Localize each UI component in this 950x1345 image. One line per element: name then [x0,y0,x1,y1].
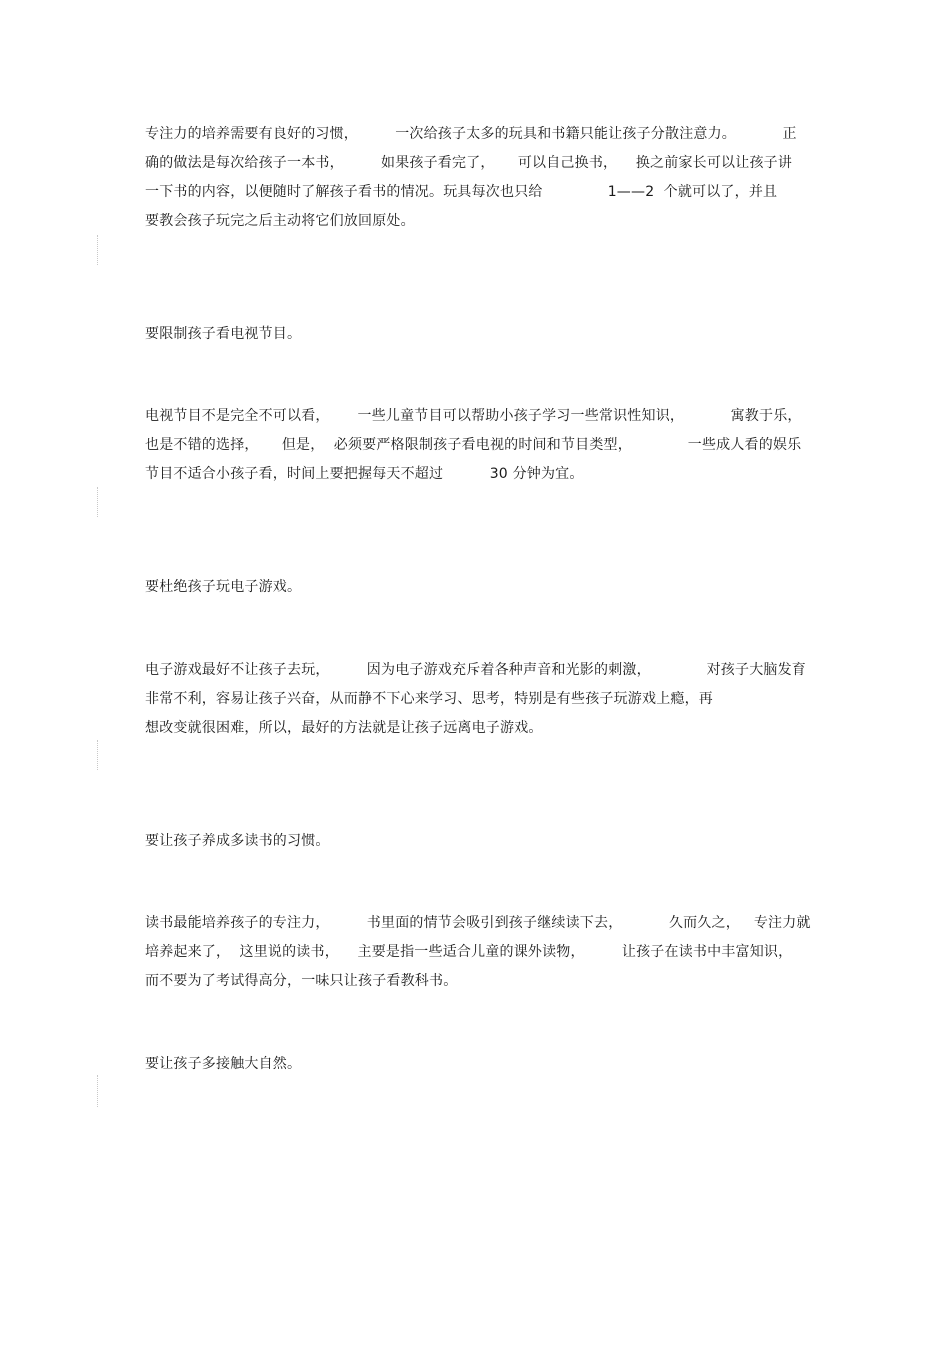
margin-mark [97,487,100,517]
text-line: 要教会孩子玩完之后主动将它们放回原处。 [145,213,415,229]
margin-mark [97,740,100,770]
text-line: 节目不适合小孩子看，时间上要把握每天不超过 30 分钟为宜。 [145,466,584,482]
text-line: 想改变就很困难，所以，最好的方法就是让孩子远离电子游戏。 [145,720,543,736]
text-line: 读书最能培养孩子的专注力， 书里面的情节会吸引到孩子继续读下去， 久而久之， 专注力就 [145,915,811,931]
text-line: 专注力的培养需要有良好的习惯， 一次给孩子太多的玩具和书籍只能让孩子分散注意力。 正 [145,126,797,142]
text-line: 也是不错的选择， 但是， 必须要严格限制孩子看电视的时间和节目类型， 一些成人看的娱乐 [145,437,802,453]
text-line: 电视节目不是完全不可以看， 一些儿童节目可以帮助小孩子学习一些常识性知识， 寓教于乐， [145,408,802,424]
text-line: 培养起来了， 这里说的读书， 主要是指一些适合儿童的课外读物， 让孩子在读书中丰富知识， [145,944,793,960]
margin-mark [97,235,100,265]
text-line: 而不要为了考试得高分，一味只让孩子看教科书。 [145,973,458,989]
section-heading: 要让孩子多接触大自然。 [145,1056,302,1072]
text-line: 非常不利，容易让孩子兴奋，从而静不下心来学习、思考，特别是有些孩子玩游戏上瘾，再 [145,691,713,707]
text-line: 一下书的内容，以便随时了解孩子看书的情况。玩具每次也只给 1——2 个就可以了，并且 [145,184,778,200]
margin-mark [97,1075,100,1107]
section-heading: 要让孩子养成多读书的习惯。 [145,833,330,849]
section-heading: 要杜绝孩子玩电子游戏。 [145,579,302,595]
text-line: 电子游戏最好不让孩子去玩， 因为电子游戏充斥着各种声音和光影的刺激， 对孩子大脑发育 [145,662,807,678]
text-line: 确的做法是每次给孩子一本书， 如果孩子看完了， 可以自己换书， 换之前家长可以让孩子讲 [145,155,793,171]
section-heading: 要限制孩子看电视节目。 [145,326,302,342]
